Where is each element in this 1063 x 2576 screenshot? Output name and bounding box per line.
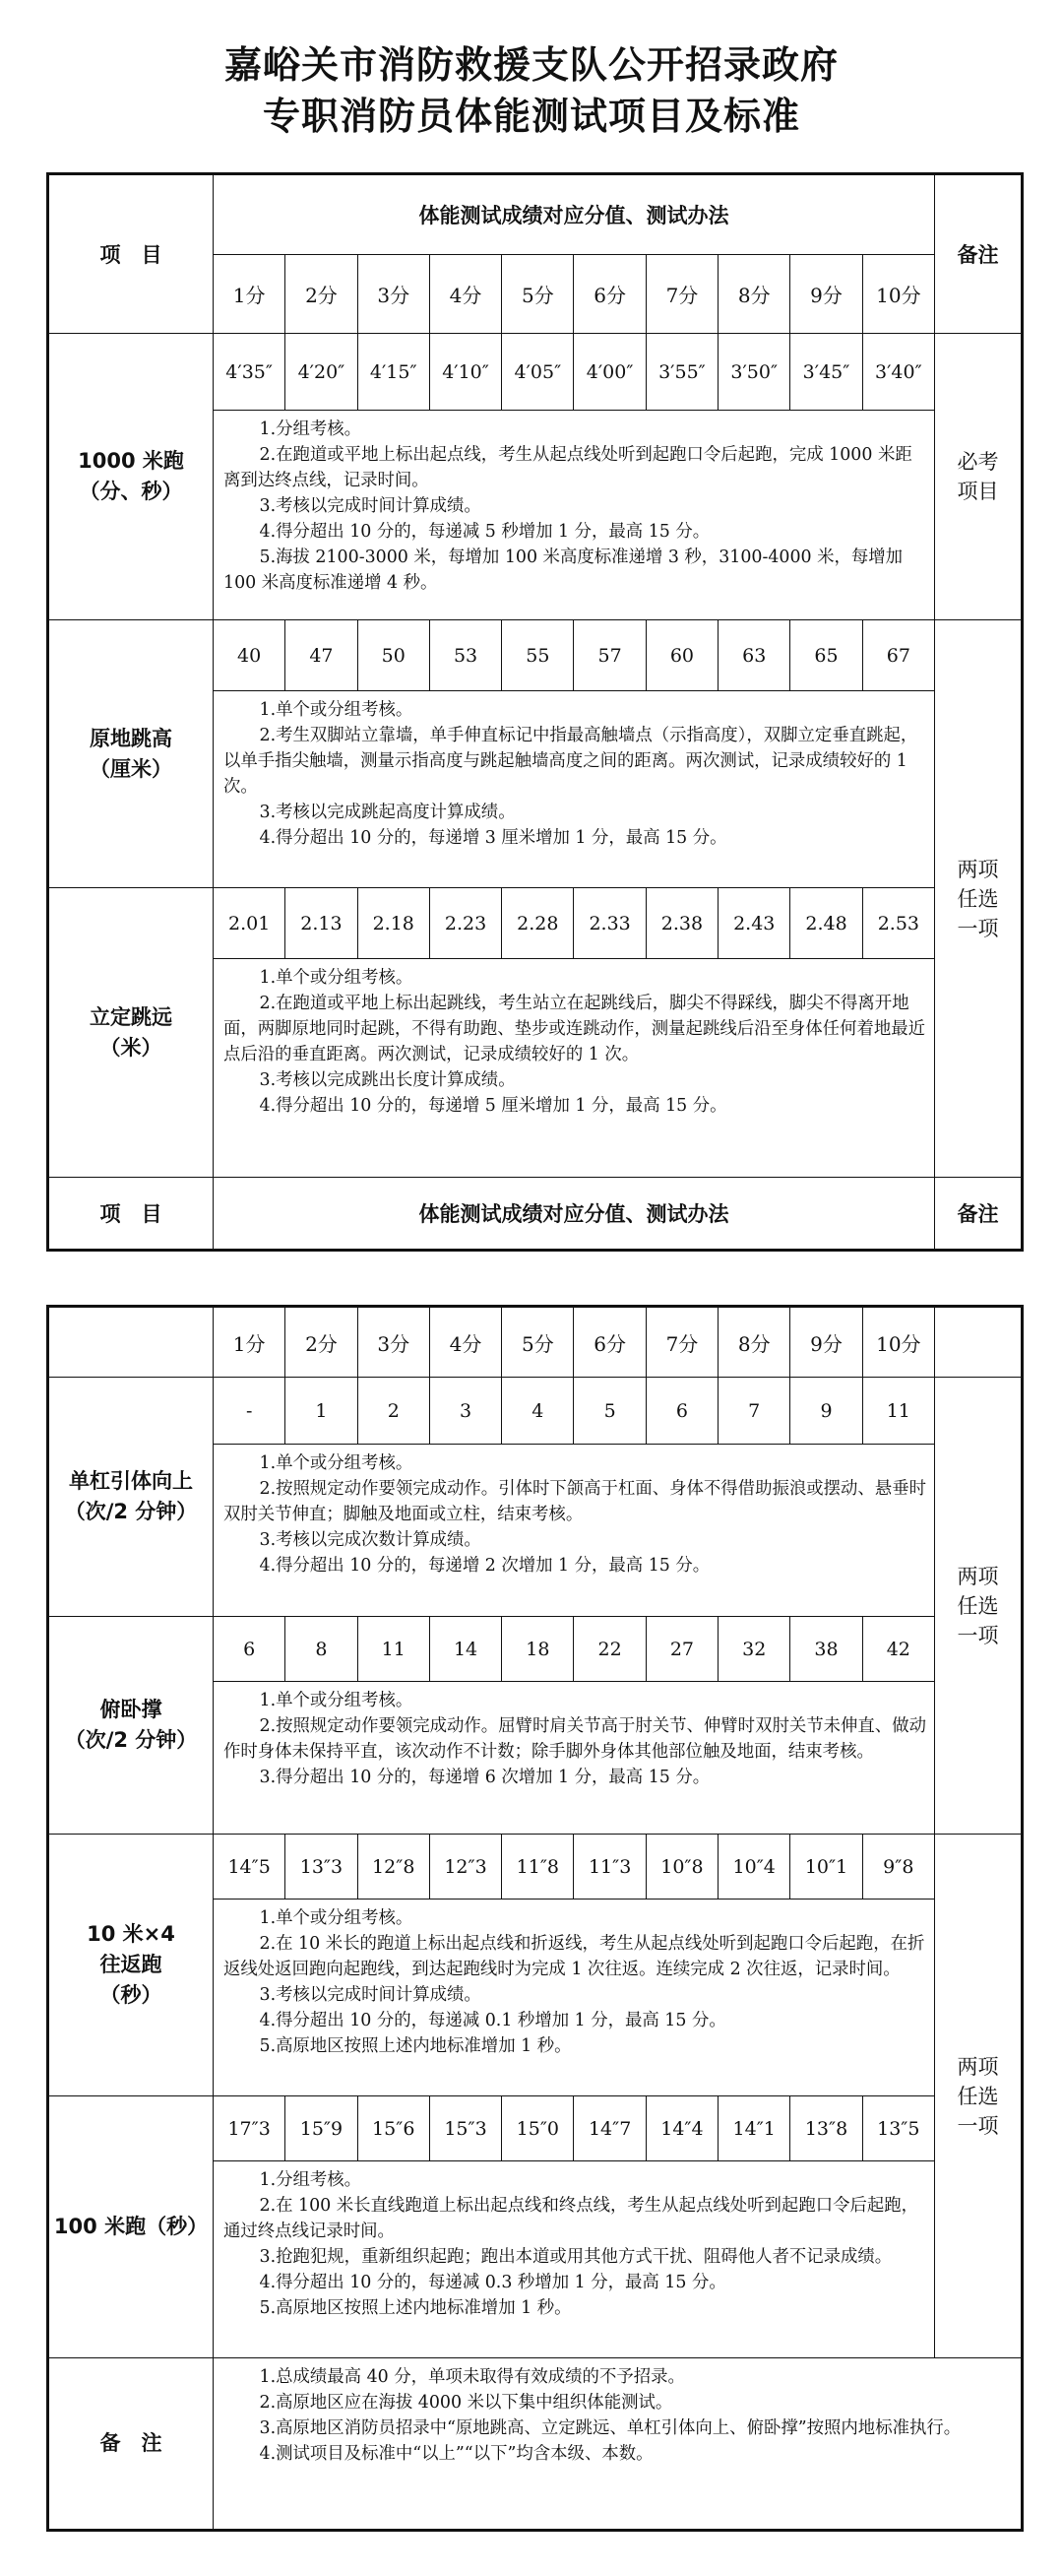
value-cell: 14″1 (719, 2096, 790, 2161)
title-line-1: 嘉峪关市消防救援支队公开招录政府 (223, 43, 839, 87)
value-cell: 4′15″ (357, 334, 429, 411)
remark-choice-b: 两项 任选 一项 (934, 1835, 1022, 2358)
notes-row (48, 2358, 1023, 2531)
value-cell: 22 (574, 1617, 646, 1682)
value-cell: 2.33 (574, 888, 646, 959)
score-cell: 3分 (357, 255, 429, 334)
score-cell: 6分 (574, 255, 646, 334)
score-cell: 5分 (502, 255, 574, 334)
value-cell: 10″8 (646, 1835, 718, 1900)
remark-choice: 两项 任选 一项 (935, 620, 1023, 1178)
score-row-page-2 (48, 1307, 1023, 1378)
value-cell: 14″7 (574, 2096, 646, 2161)
blank-cell (48, 1307, 214, 1378)
header-desc: 体能测试成绩对应分值、测试办法 (214, 174, 935, 255)
value-cell: 3′50″ (719, 334, 790, 411)
title-line-2: 专职消防员体能测试项目及标准 (262, 95, 800, 138)
score-cell: 8分 (719, 1307, 790, 1378)
value-cell: 50 (357, 620, 429, 691)
document-title (0, 39, 1063, 142)
value-cell: 4′00″ (574, 334, 646, 411)
footer-header-desc: 体能测试成绩对应分值、测试办法 (214, 1178, 935, 1251)
blank-cell (934, 1307, 1022, 1378)
value-cell: 2 (357, 1378, 429, 1445)
value-cell: 2.13 (285, 888, 357, 959)
score-cell: 6分 (574, 1307, 646, 1378)
value-cell: 4′10″ (429, 334, 501, 411)
values-row-standing-jump (48, 620, 1023, 691)
value-cell: 42 (862, 1617, 934, 1682)
value-cell: 1 (285, 1378, 357, 1445)
method-shuttle-run: 1.单个或分组考核。 2.在 10 米长的跑道上标出起点线和折返线，考生从起点线处听到起跑口令后起跑，在折返线处返回跑向起跑线，到达起跑线时为完成 1 次往返。连续完成 2 次往返，记录时间。 3.考核以完成时间计算成绩。 4.得分超出 10 分的，每递减 0.1 秒增加 1 分，最高 15 分。 5.高原地区按照上述内地标准增加 1 秒。 (214, 1900, 935, 2096)
value-cell: 4′20″ (285, 334, 357, 411)
value-cell: 14″4 (646, 2096, 718, 2161)
score-cell: 9分 (790, 255, 862, 334)
value-cell: 18 (502, 1617, 574, 1682)
value-cell: 15″6 (357, 2096, 429, 2161)
score-cell: 7分 (646, 255, 718, 334)
item-1000m-run: 1000 米跑 （分、秒） (48, 334, 214, 620)
values-row-long-jump (48, 888, 1023, 959)
method-pull-up: 1.单个或分组考核。 2.按照规定动作要领完成动作。引体时下颌高于杠面、身体不得借助振浪或摆动、悬垂时双肘关节伸直；脚触及地面或立柱，结束考核。 3.考核以完成次数计算成绩。 4.得分超出 10 分的，每递增 2 次增加 1 分，最高 15 分。 (214, 1445, 935, 1617)
score-cell: 2分 (285, 1307, 357, 1378)
value-cell: 15″3 (429, 2096, 501, 2161)
value-cell: 60 (646, 620, 718, 691)
value-cell: 10″4 (719, 1835, 790, 1900)
header-item: 项 目 (48, 174, 214, 334)
score-cell: 10分 (862, 1307, 934, 1378)
value-cell: 38 (790, 1617, 862, 1682)
values-row-shuttle-run (48, 1835, 1023, 1900)
method-100m: 1.分组考核。 2.在 100 米长直线跑道上标出起点线和终点线，考生从起点线处听到起跑口令后起跑，通过终点线记录时间。 3.抢跑犯规，重新组织起跑；跑出本道或用其他方式干扰、阻碍他人者不记录成绩。 4.得分超出 10 分的，每递减 0.3 秒增加 1 分，最高 15 分。 5.高原地区按照上述内地标准增加 1 秒。 (214, 2161, 935, 2358)
values-row-100m (48, 2096, 1023, 2161)
remark-required: 必考 项目 (935, 334, 1023, 620)
value-cell: 9″8 (862, 1835, 934, 1900)
remark-choice-a: 两项 任选 一项 (934, 1378, 1022, 1835)
value-cell: 4′35″ (214, 334, 285, 411)
score-cell: 1分 (214, 255, 285, 334)
value-cell: 3′45″ (790, 334, 862, 411)
value-cell: 10″1 (790, 1835, 862, 1900)
value-cell: 2.38 (646, 888, 718, 959)
value-cell: 4 (502, 1378, 574, 1445)
value-cell: 14 (429, 1617, 501, 1682)
value-cell: 15″9 (285, 2096, 357, 2161)
value-cell: 7 (719, 1378, 790, 1445)
item-pull-up: 单杠引体向上 （次/2 分钟） (48, 1378, 214, 1617)
score-cell: 9分 (790, 1307, 862, 1378)
value-cell: 2.01 (214, 888, 285, 959)
value-cell: 9 (790, 1378, 862, 1445)
standards-table-page-2 (46, 1305, 1024, 2532)
value-cell: 6 (646, 1378, 718, 1445)
value-cell: 15″0 (502, 2096, 574, 2161)
score-cell: 2分 (285, 255, 357, 334)
value-cell: 11″3 (574, 1835, 646, 1900)
value-cell: 4′05″ (502, 334, 574, 411)
value-cell: 12″8 (357, 1835, 429, 1900)
value-cell: 11″8 (502, 1835, 574, 1900)
value-cell: - (214, 1378, 285, 1445)
value-cell: 12″3 (429, 1835, 501, 1900)
value-cell: 65 (790, 620, 862, 691)
value-cell: 2.53 (862, 888, 934, 959)
value-cell: 2.48 (790, 888, 862, 959)
values-row-pull-up (48, 1378, 1023, 1445)
method-push-up: 1.单个或分组考核。 2.按照规定动作要领完成动作。屈臂时肩关节高于肘关节、伸臂时双肘关节未伸直、做动作时身体未保持平直，该次动作不计数；除手脚外身体其他部位触及地面，结束考核。 3.得分超出 10 分的，每递增 6 次增加 1 分，最高 15 分。 (214, 1682, 935, 1835)
value-cell: 3′40″ (862, 334, 934, 411)
value-cell: 2.43 (719, 888, 790, 959)
value-cell: 11 (357, 1617, 429, 1682)
method-1000m: 1.分组考核。 2.在跑道或平地上标出起点线，考生从起点线处听到起跑口令后起跑，完成 1000 米距离到达终点线，记录时间。 3.考核以完成时间计算成绩。 4.得分超出 10 分的，每递减 5 秒增加 1 分，最高 15 分。 5.海拔 2100-3000 米，每增加 100 米高度标准递增 3 秒，3100-4000 米，每增加 100 米高度标准递增 4 秒。 (214, 411, 935, 620)
value-cell: 3 (429, 1378, 501, 1445)
value-cell: 13″5 (862, 2096, 934, 2161)
score-cell: 4分 (429, 255, 501, 334)
value-cell: 2.28 (502, 888, 574, 959)
notes-label: 备 注 (48, 2358, 214, 2531)
value-cell: 27 (646, 1617, 718, 1682)
value-cell: 2.18 (357, 888, 429, 959)
value-cell: 3′55″ (646, 334, 718, 411)
value-cell: 11 (862, 1378, 934, 1445)
item-shuttle-run: 10 米×4 往返跑 （秒） (48, 1835, 214, 2096)
standards-table-page-1 (46, 172, 1024, 1252)
value-cell: 5 (574, 1378, 646, 1445)
value-cell: 40 (214, 620, 285, 691)
score-cell: 8分 (719, 255, 790, 334)
score-cell: 5分 (502, 1307, 574, 1378)
value-cell: 13″3 (285, 1835, 357, 1900)
value-cell: 55 (502, 620, 574, 691)
footer-header-remark: 备注 (935, 1178, 1023, 1251)
value-cell: 2.23 (429, 888, 501, 959)
values-row-1000m (48, 334, 1023, 411)
item-standing-long-jump: 立定跳远 （米） (48, 888, 214, 1178)
score-cell: 1分 (214, 1307, 285, 1378)
footer-header-item: 项 目 (48, 1178, 214, 1251)
value-cell: 14″5 (214, 1835, 285, 1900)
footer-header-row (48, 1178, 1023, 1251)
item-standing-high-jump: 原地跳高 （厘米） (48, 620, 214, 888)
score-cell: 4分 (429, 1307, 501, 1378)
value-cell: 47 (285, 620, 357, 691)
value-cell: 67 (862, 620, 934, 691)
score-cell: 7分 (646, 1307, 718, 1378)
value-cell: 53 (429, 620, 501, 691)
value-cell: 32 (719, 1617, 790, 1682)
value-cell: 13″8 (790, 2096, 862, 2161)
score-cell: 3分 (357, 1307, 429, 1378)
header-remark: 备注 (935, 174, 1023, 334)
value-cell: 57 (574, 620, 646, 691)
method-standing-jump: 1.单个或分组考核。 2.考生双脚站立靠墙，单手伸直标记中指最高触墙点（示指高度），双脚立定垂直跳起，以单手指尖触墙，测量示指高度与跳起触墙高度之间的距离。两次测试，记录成绩较好的 1 次。 3.考核以完成跳起高度计算成绩。 4.得分超出 10 分的，每递增 3 厘米增加 1 分，最高 15 分。 (214, 691, 935, 888)
value-cell: 8 (285, 1617, 357, 1682)
notes-text: 1.总成绩最高 40 分，单项未取得有效成绩的不予招录。 2.高原地区应在海拔 4000 米以下集中组织体能测试。 3.高原地区消防员招录中“原地跳高、立定跳远、单杠引体向上、俯卧撑”按照内地标准执行。 4.测试项目及标准中“以上”“以下”均含本级、本数。 (214, 2358, 1023, 2531)
method-long-jump: 1.单个或分组考核。 2.在跑道或平地上标出起跳线，考生站立在起跳线后，脚尖不得踩线，脚尖不得离开地面，两脚原地同时起跳，不得有助跑、垫步或连跳动作，测量起跳线后沿至身体任何着地最近点后沿的垂直距离。两次测试，记录成绩较好的 1 次。 3.考核以完成跳出长度计算成绩。 4.得分超出 10 分的，每递增 5 厘米增加 1 分，最高 15 分。 (214, 959, 935, 1178)
value-cell: 17″3 (214, 2096, 285, 2161)
item-100m-run: 100 米跑（秒） (48, 2096, 214, 2358)
value-cell: 63 (719, 620, 790, 691)
item-push-up: 俯卧撑 （次/2 分钟） (48, 1617, 214, 1835)
score-cell: 10分 (862, 255, 934, 334)
values-row-push-up (48, 1617, 1023, 1682)
value-cell: 6 (214, 1617, 285, 1682)
